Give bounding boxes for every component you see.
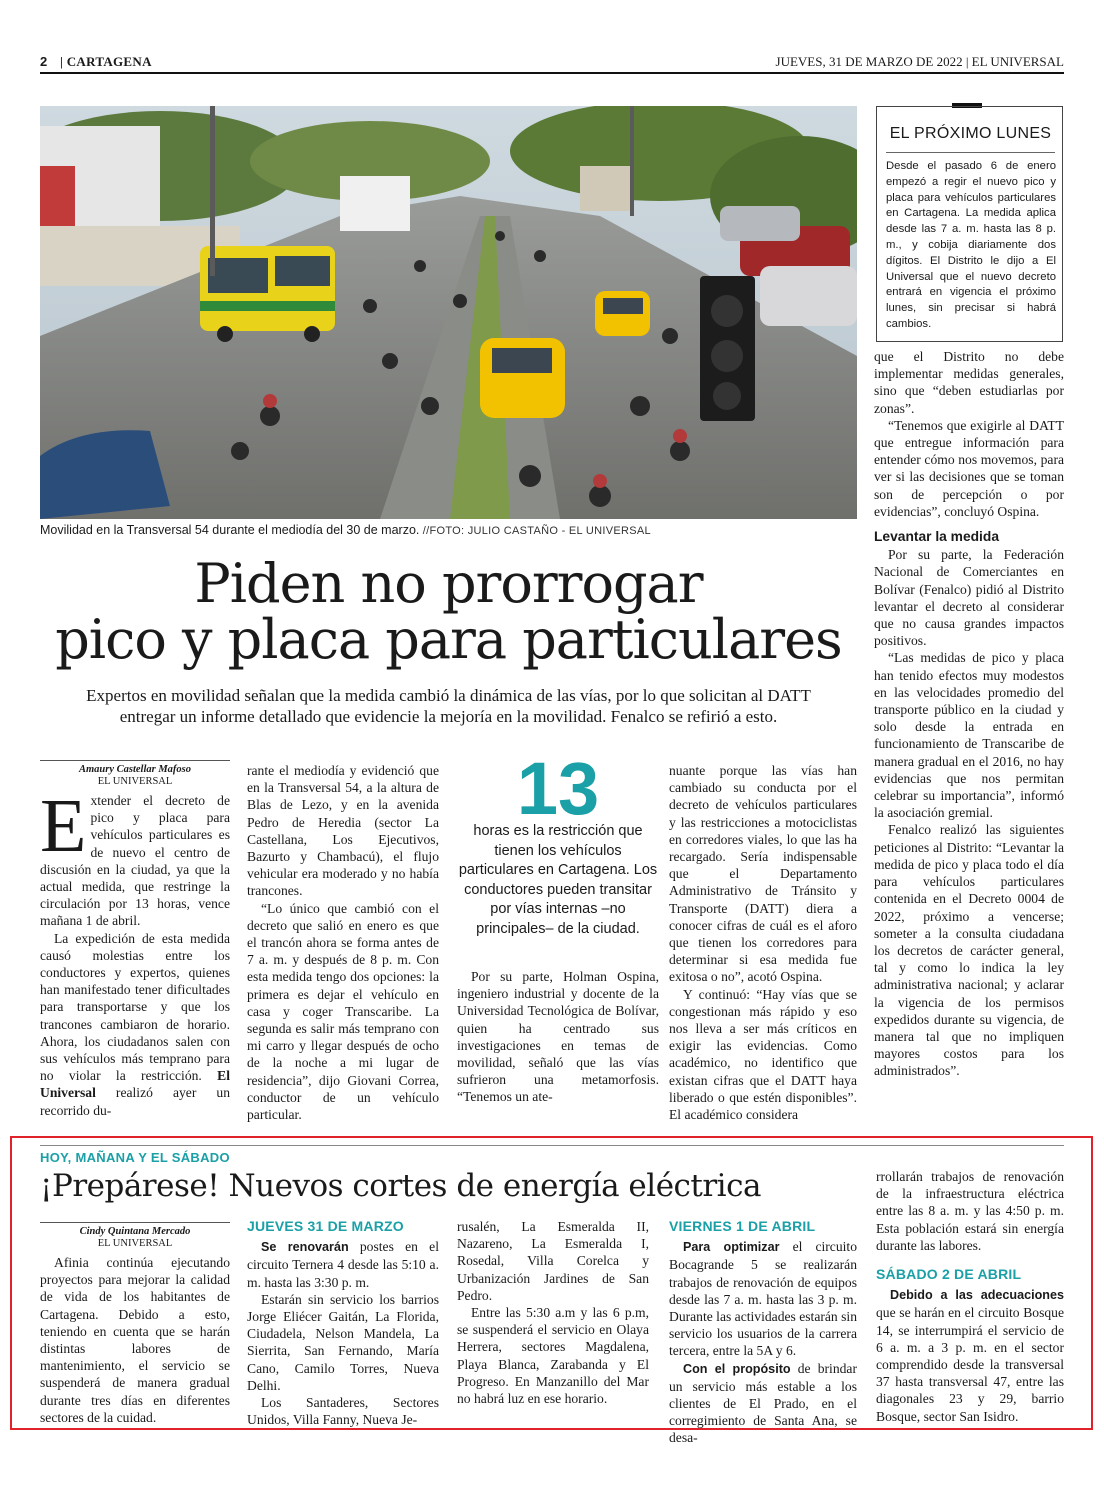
- sidebar-box-title: EL PRÓXIMO LUNES: [889, 125, 1052, 142]
- energy-byline-name: Cindy Quintana Mercado: [79, 1226, 191, 1237]
- energy-column-1: [40, 1254, 230, 1426]
- article-column-1: [40, 784, 230, 1119]
- energy-headline: ¡Prepárese! Nuevos cortes de energía eléctrica: [40, 1168, 761, 1204]
- article-paragraph: “Lo único que cambió con el decreto que salió en enero es que el trancón ahora se forma antes de 7 a. m. y después de 8 p. m. Con esta medida tengo dos opciones: la primera es dejar el vehículo en casa y coger Transcaribe. La segunda es salir más temprano con mi carro y llegar después de ocho de la noche a mi lugar de residencia”, dijo Giovani Correa, conductor de un vehículo particular.: [247, 900, 439, 1123]
- energy-paragraph: Con el propósito de brindar un servicio más estable a los clientes de El Prado, en el corregimiento de Santa Ana, se desa-: [669, 1360, 857, 1446]
- byline-name: Amaury Castellar Mafoso: [78, 764, 191, 775]
- stat-description: horas es la restricción que tienen los vehículos particulares en Cartagena. Los conductores pueden transitar por vías internas –no principales– de la ciudad.: [458, 823, 658, 937]
- article-paragraph: Extender el decreto de pico y placa para vehículos particulares es de nuevo el centro de discusión en la ciudad, ya que la actual medida, que restringe la circulación por 13 horas, vence mañana 1 de abril.: [40, 784, 230, 929]
- sidebar-subhead: Levantar la medida: [874, 529, 999, 545]
- sidebar-box: [876, 106, 1063, 342]
- energy-byline: [40, 1226, 230, 1250]
- energy-paragraph: Entre las 5:30 a.m y las 6 p.m, se suspenderá el servicio en Olaya Herrera, sectores Magdalena, Playa Blanca, Zarabanda y El Progreso. En Manzanillo del Mar no habrá luz en ese horario.: [457, 1305, 649, 1407]
- day-heading-thursday: JUEVES 31 DE MARZO: [247, 1218, 404, 1234]
- energy-paragraph: rusalén, La Esmeralda II, Nazareno, La Esmeralda I, Rosedal, Villa Corelca y Urbanización Jardines de San Pedro.: [457, 1219, 649, 1303]
- energy-column-3: [457, 1218, 649, 1407]
- drop-cap: E: [40, 784, 87, 868]
- energy-column-4: [669, 1218, 857, 1447]
- sidebar-paragraph: “Tenemos que exigirle al DATT que entregue información para entender cómo nos movemos, para ver si las decisiones que se toman son de percepción o por evidencias”, concluyó Ospina.: [874, 417, 1064, 519]
- sidebar-paragraph: “Las medidas de pico y placa han tenido efectos muy modestos en las velocidades promedio del transporte público en la ciudad y solo desde la entrada en funcionamiento de Transcaribe de manera gradual en el 2016, no hay evidencias que nos permitan celebrar su importancia”, informó la asociación gremial.: [874, 650, 1064, 821]
- energy-paragraph: Estarán sin servicio los barrios Jorge Eliécer Gaitán, La Florida, Ciudadela, Nelson Mandela, La Sierrita, San Fernando, María Cano, Camilo Torres, Nueva Delhi.: [247, 1291, 439, 1393]
- energy-paragraph: Debido a las adecuaciones que se harán en el circuito Bosque 14, se interrumpirá el servicio de 6 a. m. a 3 p. m. en el sector comprendido desde la transversal 37 hasta transversal 47, entre las diagonales 23 y 29, barrio Bosque, sector San Isidro.: [876, 1288, 1064, 1424]
- caption-text: Movilidad en la Transversal 54 durante el mediodía del 30 de marzo.: [40, 523, 420, 537]
- article-deck: [40, 685, 857, 727]
- sidebar-paragraph: Fenalco realizó las siguientes peticiones al Distrito: “Levantar la medida de pico y placa todo el día para vehículos particulares contenida en el Decreto 0004 de 2022, próximo a vencerse; someter a la consulta ciudadana los decretos de carácter general, tal y como lo indica la ley administrativa nacional; y aclarar la vigencia de los permisos expedidos durante su vigencia, de manera tal que no impliquen mayores costos para los administrados”.: [874, 822, 1064, 1079]
- sidebar-box-divider: [886, 152, 1055, 153]
- traffic-photo-illustration: [40, 106, 857, 519]
- byline-outlet: EL UNIVERSAL: [97, 776, 173, 787]
- headline-line-1: Piden no prorrogar: [194, 552, 703, 615]
- article-paragraph: nuante porque las vías han cambiado su conducta por el decreto de vehículos particulares y las restricciones a motociclistas en corredores viales, lo que las ha recargado. Sería indispensable que el Departamento Administrativo de Tránsito y Transporte (DATT) diera a conocer cifras de cuál es el aforo que tienen los corredores para determinar si esa medida fue exitosa o no”, acotó Ospina.: [669, 763, 857, 985]
- article-column-4: [669, 762, 857, 1123]
- energy-paragraph: Se renovarán postes en el circuito Ternera 4 desde las 5:10 a. m. hasta las 3:30 p. m.: [247, 1239, 439, 1290]
- outlet-name: El Universal: [40, 1068, 230, 1101]
- energy-byline-outlet: EL UNIVERSAL: [97, 1238, 173, 1249]
- sidebar-column: [874, 348, 1064, 1080]
- article-paragraph: rante el mediodía y evidenció que en la Transversal 54, a la altura de Blas de Lezo, y en la avenida Pedro de Heredia (sector La Castellana, Los Ejecutivos, Bazurto y Chambacú), el flujo vehicular era moderado y no había trancones.: [247, 763, 439, 899]
- energy-paragraph: rrollarán trabajos de renovación de la infraestructura eléctrica entre las 8 a. m. y las 4:50 p. m. Esta población estará sin energía durante las labores.: [876, 1169, 1064, 1253]
- header-date: JUEVES, 31 DE MARZO DE 2022 | EL UNIVERSAL: [775, 54, 1064, 69]
- deck-line-1: Expertos en movilidad señalan que la medida cambió la dinámica de las vías, por lo que solicitan al DATT: [86, 686, 811, 705]
- article-headline: [40, 552, 857, 671]
- energy-kicker: HOY, MAÑANA Y EL SÁBADO: [40, 1150, 230, 1165]
- headline-line-2: pico y placa para particulares: [55, 608, 842, 671]
- byline-divider: [40, 760, 230, 761]
- kicker-divider: [40, 1145, 1064, 1146]
- sidebar-paragraph: Por su parte, la Federación Nacional de Comerciantes en Bolívar (Fenalco) pidió al Distrito levantar el decreto al considerar que no causa grandes impactos positivos.: [874, 547, 1064, 649]
- traffic-photo: [40, 106, 857, 519]
- energy-paragraph: Los Santaderes, Sectores Unidos, Villa Fanny, Nueva Je-: [247, 1395, 439, 1428]
- article-column-3: [457, 968, 659, 1106]
- photo-credit: //FOTO: JULIO CASTAÑO - EL UNIVERSAL: [419, 525, 651, 537]
- photo-caption: [40, 523, 857, 537]
- deck-line-2: entregar un informe detallado que evidencie la mejoría en la movilidad. Fenalco se refirió a esto.: [119, 707, 778, 726]
- article-paragraph: Y continuó: “Hay vías que se congestionan más rápido y eso nos lleva a ser más críticos en exigir las evidencias. Como académico, no identifico que existan cifras que el DATT haya liberado o que estén disponibles”. El académico considera: [669, 986, 857, 1123]
- sidebar-box-text: Desde el pasado 6 de enero empezó a regir el nuevo pico y placa para vehículos particulares en Cartagena. La medida aplica desde las 7 a. m. hasta las 8 p. m., y cobija diariamente dos dígitos. El Distrito le dijo a El Universal que el nuevo decreto entrará en vigencia el próximo lunes, sin precisar si habrá cambios.: [886, 160, 1056, 330]
- sidebar-paragraph: que el Distrito no debe implementar medidas generales, sino que “deben estudiarlas por zonas”.: [874, 349, 1064, 416]
- section-name: | CARTAGENA: [60, 54, 152, 69]
- day-heading-friday: VIERNES 1 DE ABRIL: [669, 1218, 816, 1234]
- stat-number: 13: [516, 747, 600, 830]
- article-paragraph: Por su parte, Holman Ospina, ingeniero industrial y docente de la Universidad Tecnológica de Bolívar, quien ha centrado sus investigaciones en temas de movilidad, señaló que las vías sufrieron una metamorfosis. “Tenemos un ate-: [457, 969, 659, 1105]
- energy-byline-divider: [40, 1222, 230, 1223]
- page-number: 2: [40, 54, 48, 69]
- article-paragraph: La expedición de esta medida causó molestias entre los conductores y expertos, quienes han manifestado tener dificultades para transportarse y que los trancones cambiaron de horario. Ahora, los ciudadanos salen con sus vehículos más temprano para no violar la restricción. El Universal realizó ayer un recorrido du-: [40, 930, 230, 1118]
- page-header: [40, 52, 1064, 74]
- energy-paragraph: Afinia continúa ejecutando proyectos para mejorar la calidad de vida de los habitantes de Cartagena. Debido a esto, teniendo en cuenta que se harán distintas labores de mantenimiento, el servicio se suspenderá de manera gradual durante tres días en diferentes sectores de la cuidad.: [40, 1255, 230, 1425]
- energy-paragraph: Para optimizar el circuito Bocagrande 5 se realizarán trabajos de renovación de equipos desde las 7 a. m. hasta las 3 p. m. Durante las actividades estarán sin servicio los usuarios de la carrera tercera, entre la 5A y 6.: [669, 1239, 857, 1359]
- day-heading-saturday: SÁBADO 2 DE ABRIL: [876, 1266, 1022, 1283]
- energy-column-5: [876, 1168, 1064, 1425]
- article-column-2: [247, 762, 439, 1123]
- energy-column-2: [247, 1218, 439, 1428]
